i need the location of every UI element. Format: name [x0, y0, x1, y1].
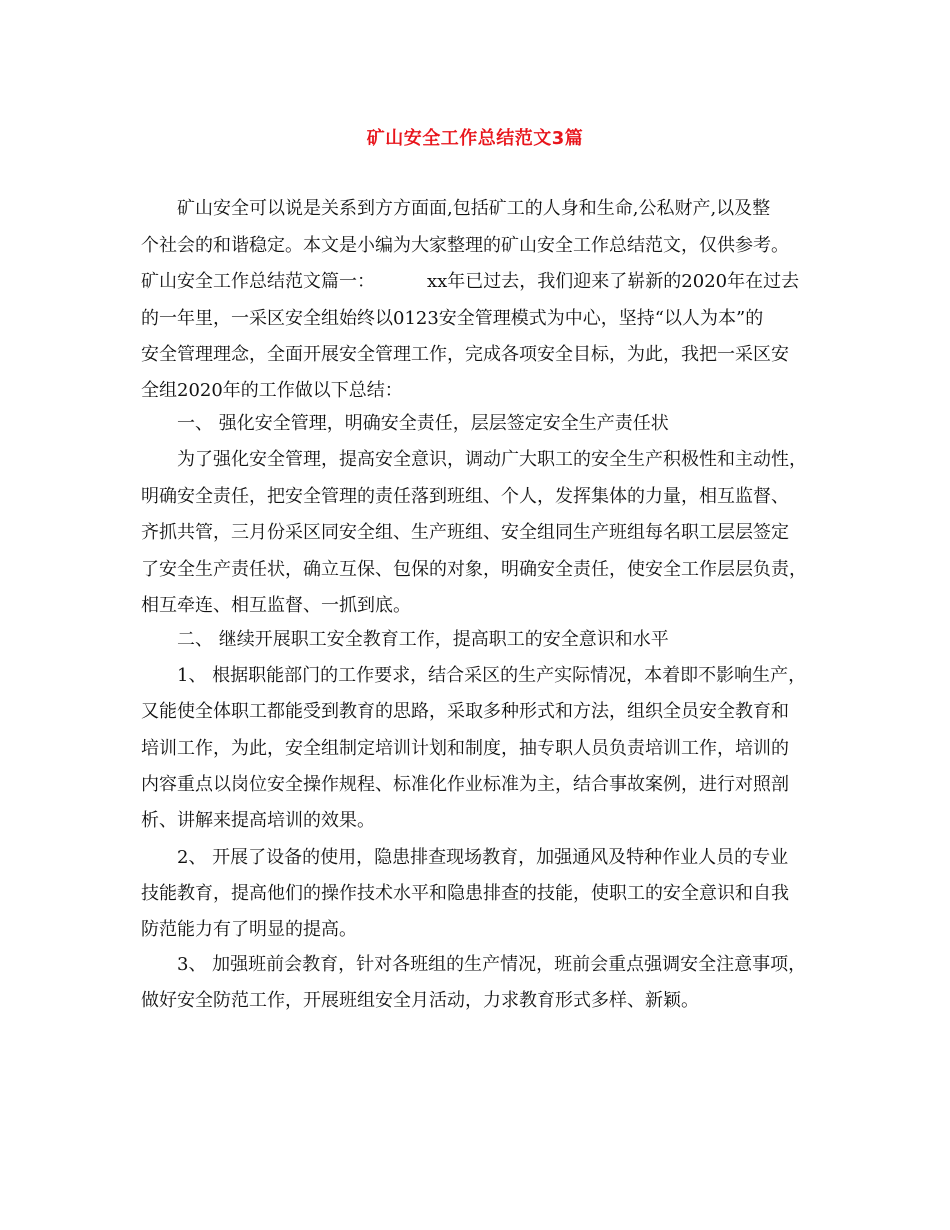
- paragraph-line: 3、 加强班前会教育，针对各班组的生产情况，班前会重点强调安全注意事项，: [177, 954, 807, 975]
- paragraph-line: 1、 根据职能部门的工作要求，结合采区的生产实际情况，本着即不影响生产，: [177, 665, 807, 686]
- paragraph-line: 防范能力有了明显的提高。: [141, 919, 357, 940]
- paragraph-line: 相互牵连、相互监督、一抓到底。: [141, 595, 411, 616]
- paragraph-line: 矿山安全可以说是关系到方方面面,包括矿工的人身和生命,公私财产,以及整: [177, 198, 771, 219]
- paragraph-line: 析、讲解来提高培训的效果。: [141, 810, 375, 831]
- paragraph-line: 全组2020年的工作做以下总结：: [141, 380, 403, 401]
- paragraph-line: 个社会的和谐稳定。本文是小编为大家整理的矿山安全工作总结范文，仅供参考。: [141, 235, 789, 256]
- paragraph-line: 培训工作，为此，安全组制定培训计划和制度，抽专职人员负责培训工作，培训的: [141, 738, 789, 759]
- paragraph-line: [141, 272, 799, 292]
- paragraph-line: 的一年里，一采区安全组始终以0123安全管理模式为中心，坚持“以人为本”的: [141, 308, 764, 329]
- section-heading: 一、 强化安全管理，明确安全责任，层层签定安全生产责任状: [177, 413, 669, 434]
- paragraph-line: 内容重点以岗位安全操作规程、标准化作业标准为主，结合事故案例，进行对照剖: [141, 774, 789, 795]
- paragraph-line: 安全管理理念，全面开展安全管理工作，完成各项安全目标，为此，我把一采区安: [141, 344, 789, 365]
- section-heading: 二、 继续开展职工安全教育工作，提高职工的安全意识和水平: [177, 629, 669, 650]
- paragraph-text: xx年已过去，我们迎来了崭新的2020年在过去: [427, 271, 800, 292]
- paragraph-line: 齐抓共管，三月份采区同安全组、生产班组、安全组同生产班组每名职工层层签定: [141, 522, 789, 543]
- section-heading: 矿山安全工作总结范文篇一：: [141, 271, 375, 292]
- paragraph-line: 技能教育，提高他们的操作技术水平和隐患排查的技能，使职工的安全意识和自我: [141, 883, 789, 904]
- paragraph-line: 做好安全防范工作，开展班组安全月活动，力求教育形式多样、新颖。: [141, 990, 699, 1011]
- paragraph-line: 又能使全体职工都能受到教育的思路，采取多种形式和方法，组织全员安全教育和: [141, 701, 789, 722]
- document-title: 矿山安全工作总结范文3篇: [366, 128, 584, 149]
- paragraph-line: 2、 开展了设备的使用，隐患排查现场教育，加强通风及特种作业人员的专业: [177, 847, 789, 868]
- paragraph-line: 明确安全责任，把安全管理的责任落到班组、个人，发挥集体的力量，相互监督、: [141, 486, 789, 507]
- paragraph-line: 了安全生产责任状，确立互保、包保的对象，明确安全责任，使安全工作层层负责，: [141, 559, 807, 580]
- paragraph-line: 为了强化安全管理，提高安全意识，调动广大职工的安全生产积极性和主动性，: [177, 449, 807, 470]
